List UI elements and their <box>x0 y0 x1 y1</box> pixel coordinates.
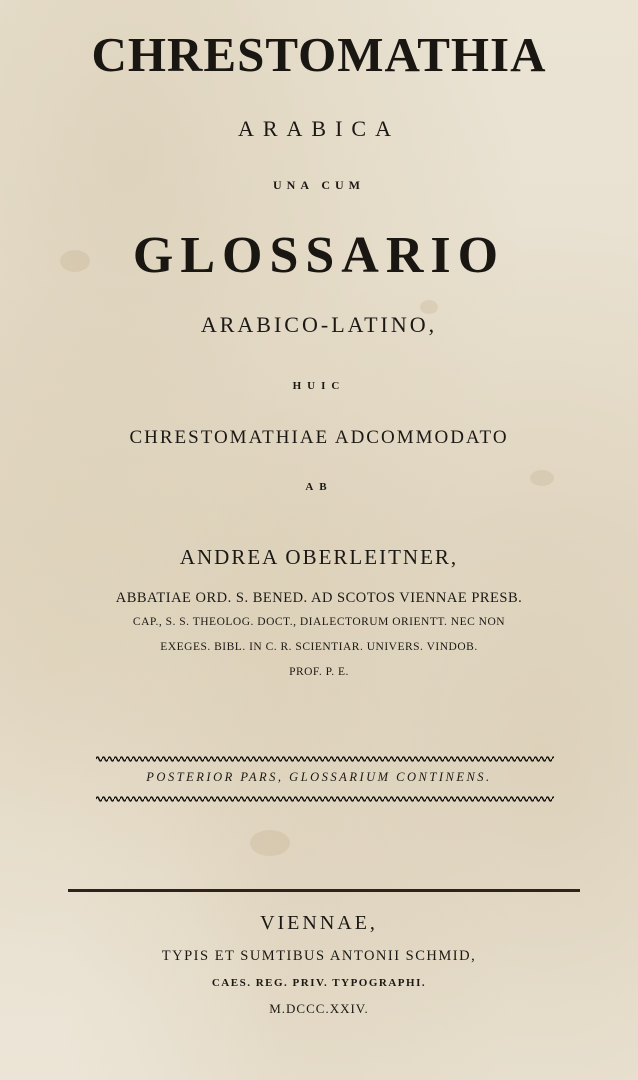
una-cum-line: UNA CUM <box>273 178 365 192</box>
author-credential-line: PROF. P. E. <box>289 666 349 678</box>
ornamental-wavy-rule <box>96 755 554 763</box>
imprint-year: M.DCCC.XXIV. <box>269 1001 369 1016</box>
author-name: ANDREA OBERLEITNER, <box>179 545 459 569</box>
author-credential-line: CAP., S. S. THEOLOG. DOCT., DIALECTORUM ORIENTT. NEC NON <box>132 616 506 628</box>
imprint-printer: TYPIS ET SUMTIBUS ANTONII SCHMID, <box>161 948 477 964</box>
paper-stain <box>250 830 290 856</box>
horizontal-rule <box>68 889 580 892</box>
main-title: CHRESTOMATHIA <box>91 27 547 82</box>
imprint-printer-title: CAES. REG. PRIV. TYPOGRAPHI. <box>211 977 427 989</box>
arabico-latino-line: ARABICO-LATINO, <box>200 312 438 337</box>
author-credential-line: ABBATIAE ORD. S. BENED. AD SCOTOS VIENNAE PRESB. <box>115 590 523 606</box>
subtitle-arabica: ARABICA <box>237 116 400 141</box>
huic-line: HUIC <box>292 380 346 392</box>
chrestomathiae-line: CHRESTOMATHIAE ADCOMMODATO <box>129 427 509 448</box>
ab-line: AB <box>305 481 333 493</box>
author-credential-line: EXEGES. BIBL. IN C. R. SCIENTIAR. UNIVERS. VINDOB. <box>160 641 478 653</box>
glossario-title: GLOSSARIO <box>132 227 506 284</box>
imprint-city: VIENNAE, <box>260 912 378 934</box>
ornamental-wavy-rule <box>96 795 554 803</box>
part-note: POSTERIOR PARS, GLOSSARIUM CONTINENS. <box>146 770 492 784</box>
